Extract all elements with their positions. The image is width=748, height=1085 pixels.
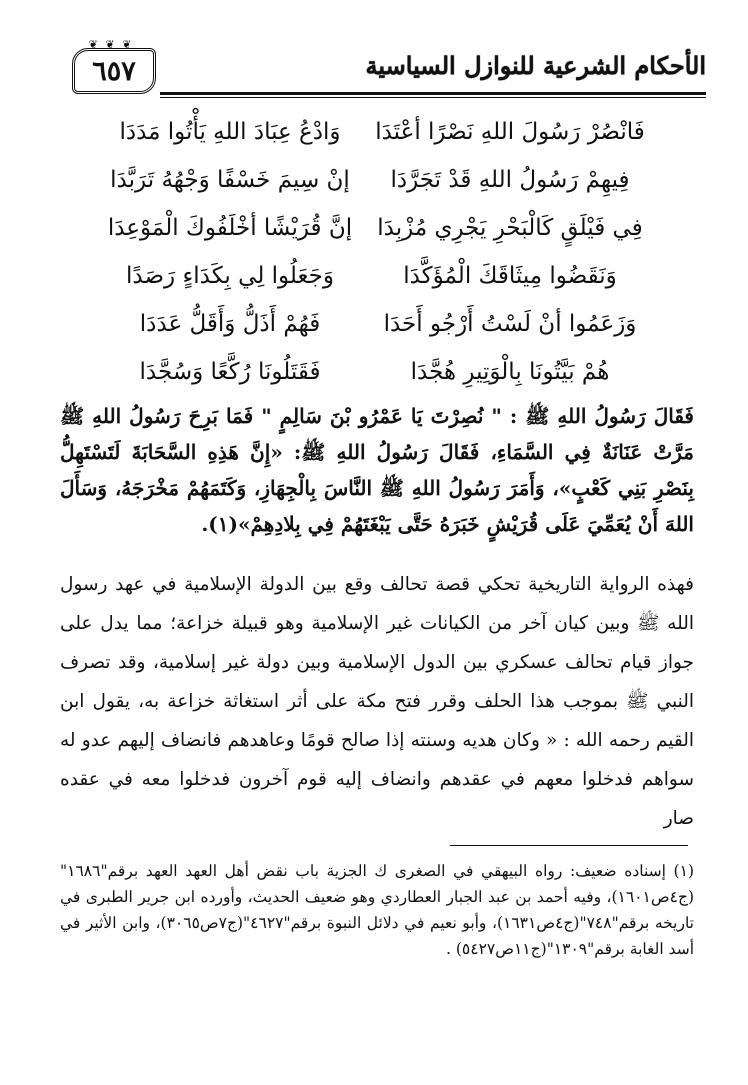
- verse: [90, 300, 650, 348]
- page-number: ٦٥٧: [72, 48, 156, 94]
- verse-second-half: فَهُمْ أَذَلُّ وَأَقَلُّ عَدَدَا: [139, 311, 321, 337]
- header-rule-thin: [160, 97, 706, 98]
- ornament-icon: ❦ ❦ ❦: [88, 38, 134, 51]
- hadith-paragraph: فَقَالَ رَسُولُ اللهِ ﷺ : " نُصِرْتَ يَا عَمْرُو بْنَ سَالِمٍ " فَمَا بَرِحَ رَسُولُ اللهِ ﷺ مَرَّتْ عَنَانَةٌ فِي السَّمَاءِ، فَقَالَ رَسُولُ اللهِ ﷺ: «إِنَّ هَذِهِ السَّحَابَةَ لَتَسْتَهِلُّ بِنَصْرِ بَنِي كَعْبٍ»، وَأَمَرَ رَسُولُ اللهِ ﷺ النَّاسَ بِالْجِهَازِ، وَكَتَمَهُمْ مَخْرَجَهُ، وَسَأَلَ اللهَ أَنْ يُعَمِّيَ عَلَى قُرَيْشٍ خَبَرَهُ حَتَّى يَبْغَتَهُمْ فِي بِلادِهِمْ»(١).: [60, 404, 694, 536]
- verse-first-half: هُمْ بَيَّتُونَا بِالْوَتِيرِ هُجَّدَا: [410, 359, 610, 385]
- poem: [90, 108, 650, 396]
- book-title: الأحكام الشرعية للنوازل السياسية: [365, 51, 706, 80]
- verse: [90, 156, 650, 204]
- verse-first-half: وَنَقَضُوا مِيثَاقَكَ الْمُؤَكَّدَا: [403, 263, 617, 289]
- verse-second-half: إنَّ قُرَيْشًا أخْلَفُوكَ الْمَوْعِدَا: [107, 215, 353, 241]
- header-rule: [160, 92, 706, 95]
- verse: [90, 252, 650, 300]
- verse-first-half: وَزَعَمُوا أنْ لَسْتُ أَرْجُو أَحَدَا: [383, 311, 637, 337]
- verse: [90, 204, 650, 252]
- verse-first-half: فِيهِمْ رَسُولُ اللهِ قَدْ تَجَرَّدَا: [390, 167, 630, 193]
- footnote: (١) إسناده ضعيف: رواه البيهقي في الصغرى ك الجزية باب نقض أهل العهد العهد برقم"١٦٨٦"(ج٤ص١٦٠١)، وفيه أحمد بن عبد الجبار العطاردي وهو ضعيف الحديث، وأورده ابن جرير الطبرى في تاريخه برقم"٧٤٨"(ج٤ص١٦٣١)، وأبو نعيم في دلائل النبوة برقم"٤٦٢٧"(ج٧ص٣٠٦٥)، وابن الأثير في أسد الغابة برقم"١٣٠٩"(ج١١ص٥٤٢٧) .: [60, 862, 694, 958]
- page-header: [60, 40, 706, 98]
- verse-second-half: وَادْعُ عِبَادَ اللهِ يَأْتُوا مَدَدَا: [119, 119, 341, 145]
- verse: [90, 348, 650, 396]
- verse-second-half: فَقَتَلُونَا رُكَّعًا وَسُجَّدَا: [139, 359, 321, 385]
- verse-first-half: فِي فَيْلَقٍ كَالْبَحْرِ يَجْرِي مُزْبِدَا: [377, 215, 643, 241]
- footnote-separator: [450, 845, 688, 846]
- verse-second-half: إنْ سِيمَ خَسْفًا وَجْهُهُ تَرَبَّدَا: [110, 167, 350, 193]
- verse-first-half: فَانْصُرْ رَسُولَ اللهِ نَصْرًا أعْتَدَا: [375, 119, 645, 145]
- verse-second-half: وَجَعَلُوا لِي بِكَدَاءٍ رَصَدًا: [126, 263, 334, 289]
- body-paragraph: فهذه الرواية التاريخية تحكي قصة تحالف وقع بين الدولة الإسلامية في عهد رسول الله ﷺ وبين كيان آخر من الكيانات غير الإسلامية وهو قبيلة خزاعة؛ مما يدل على جواز قيام تحالف عسكري بين الدول الإسلامية وبين دولة غير إسلامية، وقد تصرف النبي ﷺ بموجب هذا الحلف وقرر فتح مكة على أثر استغاثة خزاعة به، يقول ابن القيم رحمه الله : « وكان هديه وسنته إذا صالح قومًا وعاهدهم فانضاف إليهم عدو له سواهم فدخلوا معهم في عقدهم وانضاف إليه قوم آخرون فدخلوا معه في عقده صار: [60, 574, 694, 829]
- verse: [90, 108, 650, 156]
